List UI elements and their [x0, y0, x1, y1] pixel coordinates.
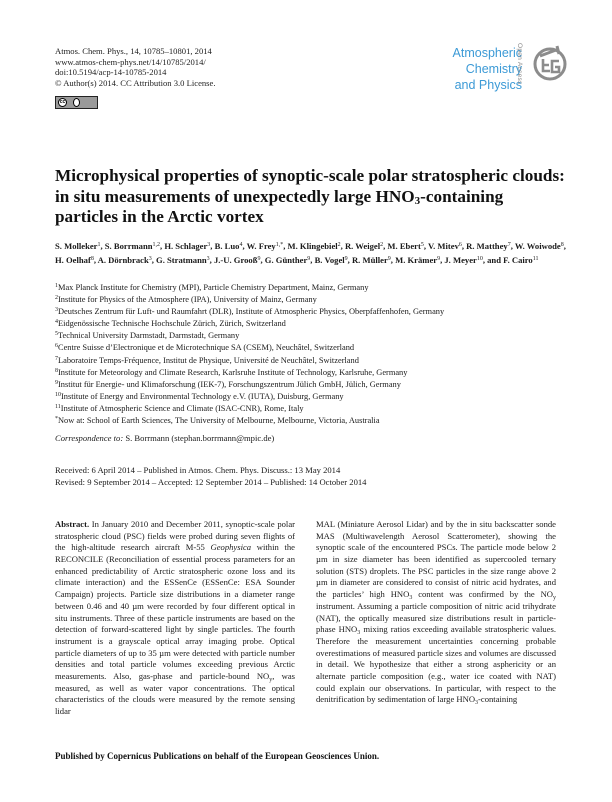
subscript: 3: [409, 595, 413, 602]
affiliation-marker: 8: [560, 242, 564, 248]
affiliation-item: [55, 318, 585, 330]
abstract-text: instrument. Assuming a particle composition of nitric acid trihydrate (NAT), the optically measured size distributions result in particle-phase HNO: [316, 600, 556, 635]
affiliation-text: Institute of Energy and Environmental Technology e.V. (IUTA), Duisburg, Germany: [61, 391, 344, 401]
author-name: R. Müller: [351, 254, 388, 265]
affiliation-marker: 3: [148, 255, 152, 262]
affiliation-marker: 9: [257, 255, 261, 262]
affiliation-marker: 11: [532, 255, 539, 262]
abstract-text: MAL (Miniature Aerosol Lidar) and by the in situ backscatter sonde MAS (Multiwavelength Aerosol Scatterometer), showing the synoptic scale of the encountered PSCs. The particle mode below 2 µm in size diameter has been identified as supercooled ternary solution (STS) droplets. The PSC particles in the size range above 2 µm in diameter are considered to consist of nitric acid hydrates, and the particles’ high HNO: [316, 519, 556, 600]
affiliation-marker: 3: [207, 242, 211, 248]
author: [466, 241, 511, 251]
attribution-person-icon: [73, 98, 80, 107]
affiliation-item: [55, 330, 585, 342]
affiliation-marker: 2: [337, 242, 341, 248]
author-name: W. Woiwode: [514, 241, 561, 251]
author: [156, 255, 210, 265]
affiliation-item: [55, 355, 585, 367]
affiliation-marker: 4: [239, 242, 243, 248]
affiliation-number: 1: [55, 283, 58, 289]
license-text: © Author(s) 2014. CC Attribution 3.0 License.: [55, 77, 216, 88]
abstract-text: In January 2010 and December 2011, synoptic-scale polar stratospheric cloud (PSC) fields were probed during seven flights of the high-altitude research aircraft M-55: [55, 519, 295, 553]
author-name: J.-U. Grooß: [213, 254, 258, 265]
article-header-meta: [55, 46, 216, 88]
affiliation-marker: 3: [206, 255, 210, 262]
author: [214, 255, 261, 265]
affiliation-item: [55, 306, 585, 318]
journal-name-line2: Chemistry: [465, 62, 522, 76]
affiliation-marker: 9: [344, 255, 348, 262]
author: [315, 255, 348, 265]
subscript: y: [269, 676, 273, 683]
subscript: 3: [357, 630, 361, 637]
affiliation-text: Institut für Energie- und Klimaforschung (IEK-7), Forschungszentrum Jülich GmbH, Jülich, Germany: [58, 379, 401, 389]
affiliation-number: 8: [55, 367, 58, 374]
affiliation-number: 6: [55, 343, 58, 350]
aircraft-name: Geophysica: [210, 542, 252, 553]
affiliation-marker: 8: [90, 255, 94, 262]
author: [55, 255, 94, 265]
egu-globe-icon: [530, 42, 570, 82]
affiliation-marker: 5: [420, 242, 424, 248]
correspondence-label: Correspondence to:: [55, 433, 124, 443]
affiliation-item: [55, 294, 585, 306]
affiliation-marker: 9: [307, 255, 311, 262]
author: [352, 255, 391, 265]
author: [515, 241, 564, 251]
affiliation-text: Max Planck Institute for Chemistry (MPI), Particle Chemistry Department, Mainz, Germany: [58, 283, 369, 292]
affiliation-number: 5: [55, 331, 58, 338]
author: [387, 241, 423, 251]
author-name: M. Ebert: [387, 241, 421, 251]
cc-by-icon[interactable]: [55, 96, 98, 109]
affiliation-marker: 9: [387, 255, 391, 262]
publisher-footer: Published by Copernicus Publications on behalf of the European Geosciences Union.: [55, 751, 380, 761]
subscript: 3: [475, 700, 479, 707]
author: [55, 241, 100, 251]
author-name: S. Molleker: [55, 241, 98, 251]
affiliation-marker: 2: [380, 242, 384, 248]
title-text-2: -containing particles in the Arctic vortex: [55, 186, 504, 226]
author-name: M. Klingebiel: [287, 241, 338, 251]
affiliation-item: [55, 403, 585, 415]
affiliation-item: [55, 342, 585, 354]
author: [428, 241, 462, 251]
dates-received: Received: 6 April 2014 – Published in Atmos. Chem. Phys. Discuss.: 13 May 2014: [55, 465, 341, 475]
author: [345, 241, 383, 251]
affiliation-text: Institute for Physics of the Atmosphere (IPA), University of Mainz, Germany: [58, 295, 317, 305]
affiliation-marker: 10: [476, 255, 483, 262]
affiliation-text: Laboratoire Temps-Fréquence, Institut de Physique, Université de Neuchâtel, Switzerland: [58, 355, 359, 365]
affiliation-text: Technical University Darmstadt, Darmstadt, Germany: [58, 331, 240, 341]
affiliation-marker: 6: [458, 242, 462, 248]
journal-url[interactable]: www.atmos-chem-phys.net/14/10785/2014/: [55, 56, 206, 67]
author: [215, 241, 243, 251]
author-name: J. Meyer: [444, 254, 477, 265]
publication-dates: [55, 465, 366, 488]
author-name: R. Matthey: [466, 241, 508, 251]
author-name: M. Krämer: [395, 254, 438, 265]
author-name: H. Schlager: [164, 241, 208, 251]
abstract-text: within the RECONCILE (Reconciliation of essential process parameters for an enhanced predictability of Arctic stratospheric ozone loss and its climate interaction) and the ESSenCe (ESSenCe: ESA Sounder Campaign) projects. Particle size distributions in a diameter range between 0.46 and 40 µm were recorded by four different optical in situ instruments. Three of these particle instruments are based on the detection of forward-scattered light by single particles. The fourth instrument is a grayscale optical array imaging probe. Optical particle diameters of up to 35 µm were detected with particle number densities and total particle volumes exceeding previous Arctic measurements. Also, gas-phase and particle-bound NO: [55, 542, 295, 681]
dates-published: Revised: 9 September 2014 – Accepted: 12 September 2014 – Published: 14 October 2014: [55, 476, 367, 487]
affiliation-marker: 1,*: [275, 242, 284, 248]
affiliation-marker: 1: [97, 242, 101, 248]
author-name: B. Vogel: [314, 254, 345, 265]
affiliation-text: Eidgenössische Technische Hochschule Zürich, Zürich, Switzerland: [58, 319, 286, 329]
author: [265, 255, 311, 265]
citation: Atmos. Chem. Phys., 14, 10785–10801, 2014: [55, 46, 212, 56]
author: [395, 255, 440, 265]
author: [487, 255, 538, 265]
affiliation-marker: 7: [507, 242, 511, 248]
author-name: R. Weigel: [344, 241, 381, 251]
journal-name-line3: and Physics: [454, 78, 522, 92]
author: [164, 241, 210, 251]
affiliation-number: 9: [55, 379, 58, 386]
affiliation-item: [55, 391, 585, 403]
abstract-column-right: [316, 519, 556, 706]
doi[interactable]: doi:10.5194/acp-14-10785-2014: [55, 67, 167, 78]
correspondence: [55, 433, 274, 444]
author: [444, 255, 482, 265]
affiliation-number: 7: [55, 355, 58, 362]
affiliation-text: Centre Suisse d’Electronique et de Microtechnique SA (CSEM), Neuchâtel, Switzerland: [58, 343, 355, 353]
title-subscript: 3: [414, 194, 421, 207]
affiliation-number: 10: [55, 391, 61, 398]
affiliation-marker: 9: [437, 255, 441, 262]
affiliation-text: Deutsches Zentrum für Luft- und Raumfahrt (DLR), Institute of Atmospheric Physics, Oberpfaffenhofen, Germany: [58, 307, 445, 317]
author-name: A. Dörnbrack: [97, 254, 149, 265]
affiliation-number: 11: [55, 403, 61, 410]
author-name: G. Günther: [264, 254, 308, 265]
affiliation-number: 3: [55, 307, 58, 314]
affiliation-number: *: [55, 416, 58, 423]
abstract-text: mixing ratios exceeding available stratospheric values. Therefore the measurement uncertainties concerning probable overestimations of measured particle sizes and volumes are discussed in detail. We hypothesize that either a strong asphericity or an alternate particle composition (e.g., water ice coated with NAT) could explain our observations. In particular, with respect to the denitrification by sedimentation of large HNO: [316, 624, 556, 705]
author: [288, 241, 341, 251]
author-name: H. Oelhaf: [55, 254, 91, 265]
affiliation-text: Institute for Meteorology and Climate Research, Karlsruhe Institute of Technology, Karlsruhe, Germany: [58, 367, 408, 377]
cc-circle-icon: cc: [59, 99, 66, 105]
affiliation-item: [55, 367, 585, 379]
open-access-label: Open Access: [516, 43, 523, 85]
subscript: y: [553, 595, 556, 602]
journal-logo: [420, 25, 570, 97]
author-name: W. Frey: [246, 241, 276, 251]
affiliation-list: [55, 282, 585, 427]
journal-name-line1: Atmospheric: [452, 46, 522, 60]
author: [105, 241, 160, 251]
paper-title: [55, 166, 565, 228]
author-name: and F. Cairo: [487, 254, 533, 265]
affiliation-text: Institute of Atmospheric Science and Climate (ISAC-CNR), Rome, Italy: [60, 403, 304, 413]
abstract-text: , was measured, as well as water vapor concentrations. The optical characteristics of the clouds were measured by the remote sensing lidar: [55, 670, 295, 716]
title-text-1: Microphysical properties of synoptic-scale polar stratospheric clouds: in situ measurements of unexpectedly large HNO: [55, 166, 565, 206]
affiliation-marker: 1,2: [152, 242, 161, 248]
affiliation-number: 2: [55, 295, 58, 302]
journal-name: [453, 45, 522, 93]
author-name: B. Luo: [214, 241, 240, 251]
author: [98, 255, 152, 265]
author: [247, 241, 284, 251]
abstract-column-left: [55, 519, 295, 718]
abstract-label: Abstract.: [55, 519, 90, 529]
affiliation-item: [55, 415, 585, 427]
author-name: S. Borrmann: [104, 241, 153, 251]
correspondence-email[interactable]: S. Borrmann (stephan.borrmann@mpic.de): [123, 433, 275, 443]
affiliation-item: [55, 379, 585, 391]
abstract-text: -containing: [478, 694, 518, 705]
author-list: S. Molleker$^1$, S. Borrmann$^{1,2}$, H. Schlager$^3$, B. Luo$^4$, W. Frey$^{1,*}$, M. Klingebiel$^2$, R. Weigel$^2$, M. Ebert$^5$, V. Mitev$^6$, R. Matthey$^7$, W. Woiwode$^8$, H. Oelhaf$^8$, A. Dörnbrack$^3$, G. Stratmann$^3$, J.-U. Grooß$^9$, G. Günther$^9$, B. Vogel$^9$, R. Müller$^9$, M. Krämer$^9$, J. Meyer$^{10}$, and F. Cairo$^{11}$: [55, 241, 566, 265]
author-name: G. Stratmann: [156, 254, 207, 265]
affiliation-text: Now at: School of Earth Sciences, The University of Melbourne, Melbourne, Victoria, Australia: [58, 416, 380, 426]
affiliation-item: [55, 282, 585, 294]
abstract-text: content was confirmed by the NO: [412, 589, 553, 600]
author-name: V. Mitev: [428, 241, 459, 251]
affiliation-number: 4: [55, 319, 58, 326]
